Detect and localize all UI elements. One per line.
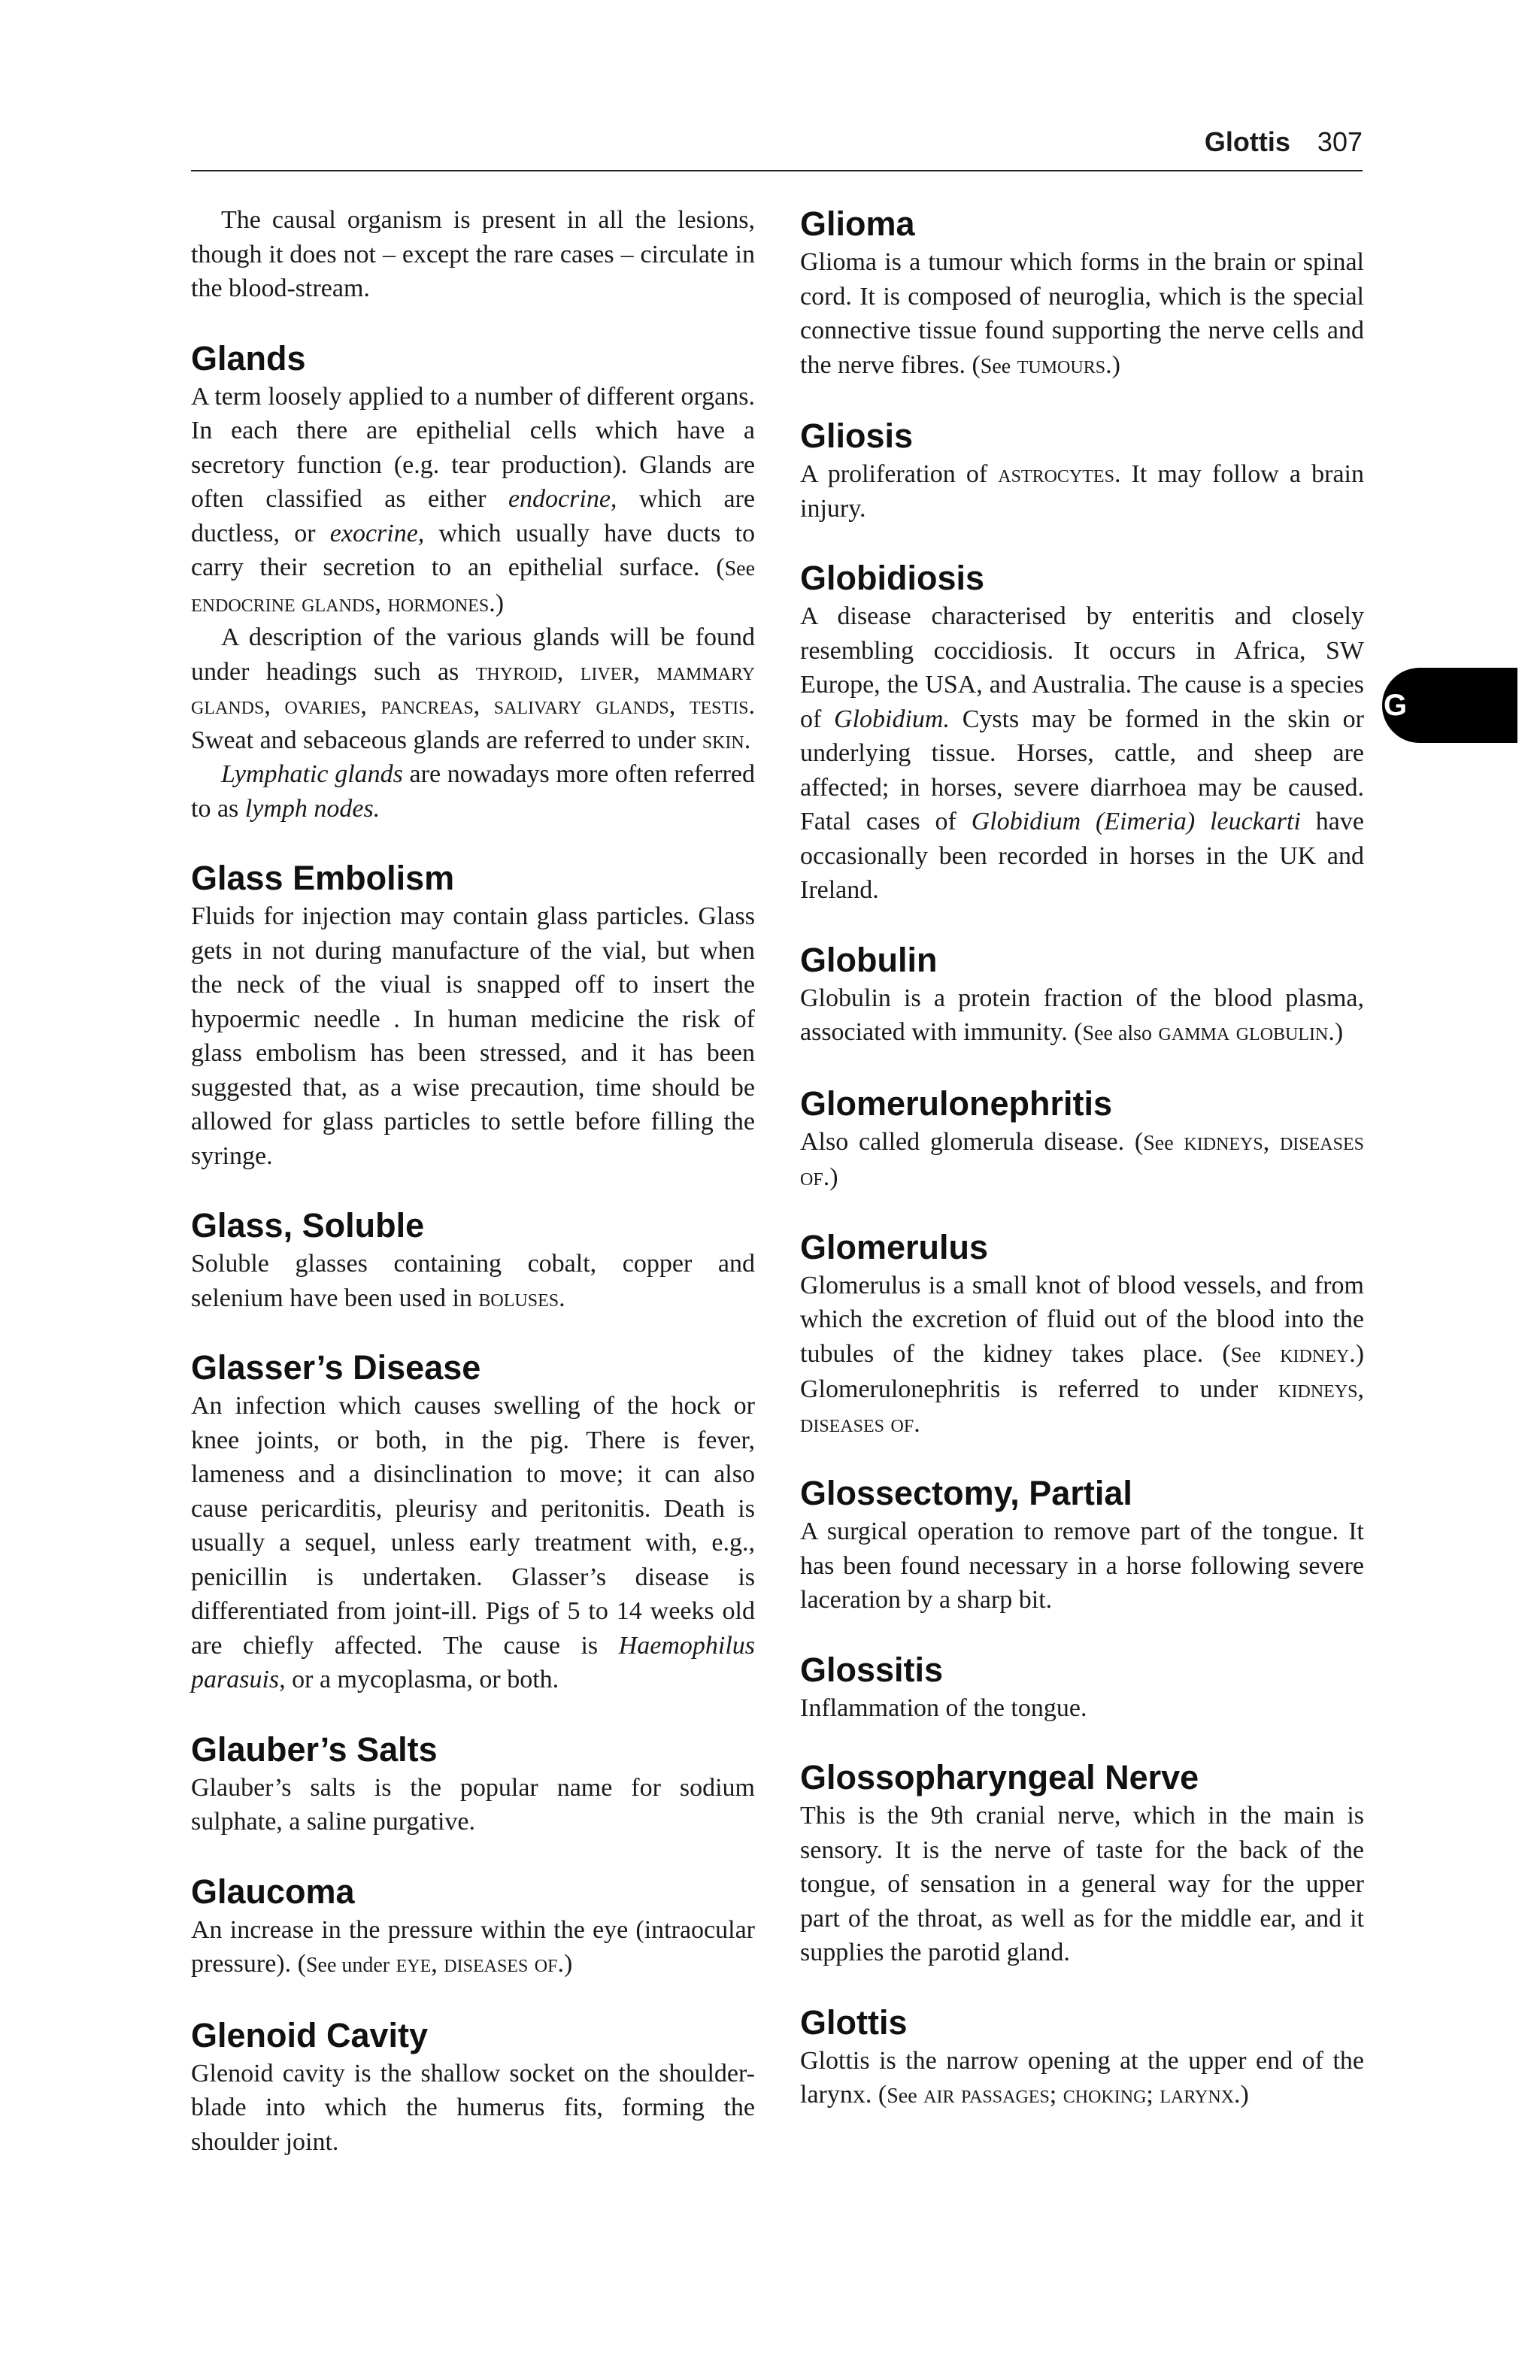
entry-glenoid-cavity bbox=[191, 2015, 755, 2160]
entry-glassers-disease bbox=[191, 1347, 755, 1697]
entry-body: Fluids for injection may contain glass particles. Glass gets in not during manufacture of the vial, but when the neck of the viual is snapped off to insert the hypoermic needle . In human medicine the risk of glass embolism has been stressed, and it has been suggested that, as a wise precaution, time should be allowed for glass particles to settle before filling the syringe. bbox=[191, 902, 755, 1170]
cross-reference: kidneys, diseases of bbox=[800, 1127, 1364, 1191]
entry-title: Globulin bbox=[800, 940, 938, 979]
entry-body: This is the 9th cranial nerve, which in the main is sensory. It is the nerve of taste for the back of the tongue, of sensation in a general way for the upper part of the throat, as well as for the middle ear, and it supplies the parotid gland. bbox=[800, 1802, 1364, 1966]
entry-body: Soluble glasses containing cobalt, copper and selenium have been used in boluses. bbox=[191, 1250, 755, 1312]
entry-title: Glasser’s Disease bbox=[191, 1348, 481, 1387]
entry-body: An infection which causes swelling of the hock or knee joints, or both, in the pig. There is fever, lameness and a disinclination to move; it can also cause pericarditis, pleurisy and peritonitis. Death is usually a sequel, unless early treatment with, e.g., penicillin is undertaken. Glasser’s disease is differentiated from joint-ill. Pigs of 5 to 14 weeks old are chiefly affected. The cause is Haemophilus parasuis, or a mycoplasma, or both. bbox=[191, 1392, 755, 1693]
entry-glass-embolism bbox=[191, 857, 755, 1173]
entry-glossitis bbox=[800, 1649, 1364, 1726]
entry-body: Globulin is a protein fraction of the blood plasma, associated with immunity. (See also gamma globulin.) bbox=[800, 984, 1364, 1046]
entry-title: Glass, Soluble bbox=[191, 1206, 425, 1245]
entry-title: Glioma bbox=[800, 205, 915, 243]
entry-body: A surgical operation to remove part of the tongue. It has been found necessary in a horse following severe laceration by a sharp bit. bbox=[800, 1517, 1364, 1614]
right-column bbox=[800, 203, 1364, 2145]
cross-reference: gamma globulin bbox=[1158, 1018, 1329, 1046]
entry-glomerulus bbox=[800, 1226, 1364, 1442]
cross-reference: kidneys, diseases of bbox=[800, 1375, 1364, 1438]
entry-globulin bbox=[800, 939, 1364, 1051]
entry-body: A description of the various glands will be found under headings such as thyroid, liver, mammary glands, ovaries, pancreas, salivary glands, testis. Sweat and sebaceous glands are referred to under skin. bbox=[191, 623, 756, 754]
entry-glaucoma bbox=[191, 1871, 755, 1983]
entry-title: Globidiosis bbox=[800, 559, 985, 597]
entry-body: Glottis is the narrow opening at the upper end of the larynx. (See air passages; choking; larynx.) bbox=[800, 2046, 1364, 2109]
entry-title: Glottis bbox=[800, 2003, 908, 2042]
entry-title: Glomerulus bbox=[800, 1227, 989, 1266]
entry-glossopharyngeal-nerve bbox=[800, 1757, 1364, 1970]
entry-body: Inflammation of the tongue. bbox=[800, 1693, 1087, 1722]
entry-body: A term loosely applied to a number of different organs. In each there are epithelial cells which have a secretory function (e.g. tear production). Glands are often classified as either endocrine, which are ductless, or exocrine, which usually have ducts to carry their secretion to an epithelial surface. (See endocrine glands, hormones.) bbox=[191, 382, 756, 617]
entry-glioma bbox=[800, 203, 1364, 384]
entry-title: Glass Embolism bbox=[191, 859, 455, 897]
entry-body: Glauber’s salts is the popular name for sodium sulphate, a saline purgative. bbox=[191, 1773, 755, 1836]
cross-reference: air passages; choking; larynx bbox=[923, 2081, 1235, 2109]
cross-reference: astrocytes bbox=[998, 460, 1114, 488]
entry-glomerulonephritis bbox=[800, 1083, 1364, 1195]
cross-reference: tumours bbox=[1017, 350, 1106, 379]
entry-body: An increase in the pressure within the eye (intraocular pressure). (See under eye, diseases of.) bbox=[191, 1915, 755, 1978]
entry-title: Gliosis bbox=[800, 417, 914, 455]
entry-title: Glossopharyngeal Nerve bbox=[800, 1758, 1199, 1796]
entry-body: Also called glomerula disease. (See kidneys, diseases of.) bbox=[800, 1127, 1364, 1191]
cross-reference: kidney bbox=[1280, 1339, 1350, 1368]
entry-body: Glioma is a tumour which forms in the brain or spinal cord. It is composed of neuroglia, which is the special connective tissue found supporting the nerve cells and the nerve fibres. (See tumours.) bbox=[800, 248, 1364, 379]
entry-title: Glenoid Cavity bbox=[191, 2015, 429, 2054]
left-column bbox=[191, 203, 755, 2191]
cross-reference: thyroid, liver, mammary glands, ovaries, pancreas, salivary glands, testis bbox=[191, 657, 756, 720]
entry-gliosis bbox=[800, 415, 1364, 526]
entry-title: Glossitis bbox=[800, 1650, 944, 1689]
entry-glossectomy-partial bbox=[800, 1472, 1364, 1617]
entry-title: Glossectomy, Partial bbox=[800, 1474, 1132, 1512]
thumb-index-tab bbox=[1382, 668, 1517, 743]
entry-glottis bbox=[800, 2002, 1364, 2114]
cross-reference: skin bbox=[702, 726, 744, 754]
entry-glaubers-salts bbox=[191, 1729, 755, 1839]
entry-glands bbox=[191, 338, 755, 826]
entry-continued bbox=[191, 203, 755, 306]
cross-reference: eye, diseases of bbox=[396, 1950, 558, 1978]
running-head-title: Glottis bbox=[1204, 126, 1290, 157]
entry-globidiosis bbox=[800, 557, 1364, 908]
entry-body: A disease characterised by enteritis and closely resembling coccidiosis. It occurs in Africa, SW Europe, the USA, and Australia. The cause is a species of Globidium. Cysts may be formed in the skin or underlying tissue. Horses, cattle, and sheep are affected; in horses, severe diarrhoea may be caused. Fatal cases of Globidium (Eimeria) leuckarti have occasionally been recorded in horses in the UK and Ireland. bbox=[800, 602, 1364, 904]
entry-title: Glomerulonephritis bbox=[800, 1084, 1113, 1123]
entry-body: Lymphatic glands are nowadays more often referred to as lymph nodes. bbox=[191, 760, 755, 823]
cross-reference: endocrine glands, hormones bbox=[191, 589, 490, 617]
page-number: 307 bbox=[1317, 126, 1363, 157]
thumb-index-letter: G bbox=[1384, 688, 1408, 722]
entry-body: The causal organism is present in all the lesions, though it does not – except the rare cases – circulate in the blood-stream. bbox=[191, 206, 755, 302]
entry-body: Glenoid cavity is the shallow socket on the shoulder-blade into which the humerus fits, forming the shoulder joint. bbox=[191, 2059, 755, 2156]
cross-reference: boluses bbox=[478, 1284, 559, 1312]
entry-title: Glands bbox=[191, 338, 306, 377]
entry-glass-soluble bbox=[191, 1205, 755, 1315]
entry-title: Glauber’s Salts bbox=[191, 1730, 438, 1769]
entry-body: Glomerulus is a small knot of blood vessels, and from which the excretion of fluid out of the blood into the tubules of the kidney takes place. (See kidney.) Glomerulonephritis is referred to under kidneys, diseases of. bbox=[800, 1271, 1365, 1438]
running-head bbox=[191, 126, 1363, 171]
entry-body: A proliferation of astrocytes. It may follow a brain injury. bbox=[800, 460, 1364, 523]
entry-title: Glaucoma bbox=[191, 1872, 355, 1911]
